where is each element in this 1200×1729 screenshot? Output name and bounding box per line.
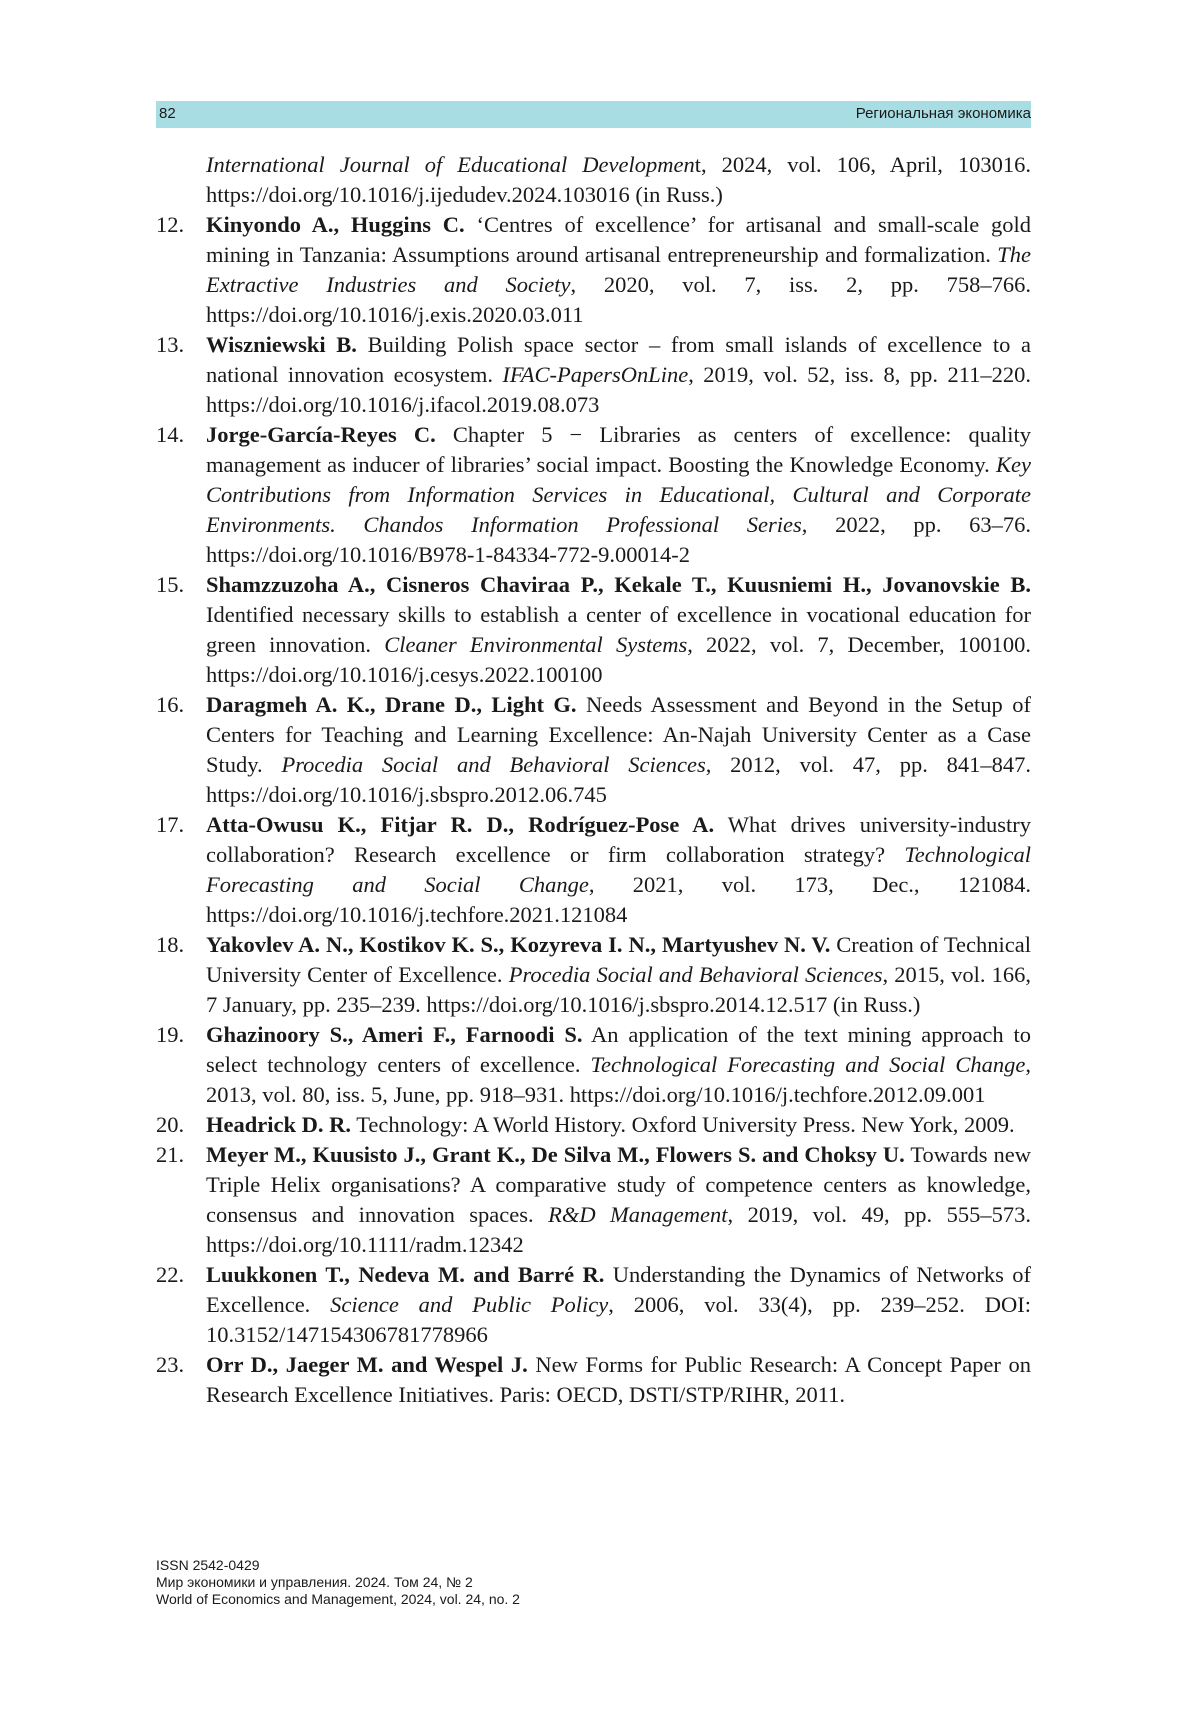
reference-details: , 2019, vol. 49, pp. 555–573. https://doi.org/10.1111/radm.12342 bbox=[206, 1202, 1031, 1257]
section-title: Региональная экономика bbox=[855, 105, 1031, 122]
reference-details: , 2022, pp. 63–76. https://doi.org/10.1016/B978-1-84334-772-9.00014-2 bbox=[206, 512, 1031, 567]
reference-item bbox=[156, 1350, 1031, 1410]
reference-number: 17. bbox=[156, 812, 185, 837]
reference-authors: Orr D., Jaeger M. and Wespel J. bbox=[206, 1352, 528, 1377]
page-number: 82 bbox=[159, 105, 176, 122]
footer-issn: ISSN 2542-0429 bbox=[156, 1557, 260, 1573]
reference-item bbox=[156, 690, 1031, 810]
reference-number: 16. bbox=[156, 692, 185, 717]
reference-item bbox=[156, 930, 1031, 1020]
footer-journal-ru: Мир экономики и управления. 2024. Том 24, № 2 bbox=[156, 1574, 473, 1590]
reference-item bbox=[156, 1140, 1031, 1260]
reference-authors: Headrick D. R. bbox=[206, 1112, 351, 1137]
reference-details: t, 2024, vol. 106, April, 103016. https://doi.org/10.1016/j.ijedudev.2024.103016 (in Russ.) bbox=[206, 152, 1031, 207]
reference-number: 19. bbox=[156, 1022, 185, 1047]
reference-number: 15. bbox=[156, 572, 185, 597]
reference-number: 20. bbox=[156, 1112, 185, 1137]
reference-text: Building Polish space sector – from small islands of excellence to a national innovation ecosystem. bbox=[206, 332, 1031, 387]
reference-text: Needs Assessment and Beyond in the Setup of Centers for Teaching and Learning Excellence: An-Najah University Center as a Case Study. bbox=[206, 692, 1031, 777]
reference-text: New Forms for Public Research: A Concept Paper on Research Excellence Initiatives. Paris: OECD, DSTI/STP/RIHR, 2011. bbox=[206, 1352, 1032, 1407]
reference-number: 12. bbox=[156, 212, 185, 237]
reference-details: , 2022, vol. 7, December, 100100. https://doi.org/10.1016/j.cesys.2022.100100 bbox=[206, 632, 1031, 687]
reference-authors: Atta-Owusu K., Fitjar R. D., Rodríguez-Pose A. bbox=[206, 812, 715, 837]
reference-details: , 2019, vol. 52, iss. 8, pp. 211–220. https://doi.org/10.1016/j.ifacol.2019.08.073 bbox=[206, 362, 1031, 417]
reference-authors: Ghazinoory S., Ameri F., Farnoodi S. bbox=[206, 1022, 583, 1047]
reference-details: , 2015, vol. 166, 7 January, pp. 235–239. https://doi.org/10.1016/j.sbspro.2014.12.517 (in Russ.) bbox=[206, 962, 1031, 1017]
reference-details: , 2006, vol. 33(4), pp. 239–252. DOI: 10.3152/147154306781778966 bbox=[206, 1292, 1031, 1347]
reference-source: IFAC-PapersOnLine bbox=[502, 362, 689, 387]
reference-text: ‘Centres of excellence’ for artisanal and small-scale gold mining in Tanzania: Assumptions around artisanal entrepreneurship and formalization. bbox=[206, 212, 1031, 267]
reference-details: , 2012, vol. 47, pp. 841–847. https://doi.org/10.1016/j.sbspro.2012.06.745 bbox=[206, 752, 1031, 807]
reference-text: What drives university-industry collaboration? Research excellence or firm collaboration strategy? bbox=[206, 812, 1032, 867]
running-header bbox=[156, 101, 1031, 128]
reference-authors: Luukkonen T., Nedeva M. and Barré R. bbox=[206, 1262, 605, 1287]
reference-number: 18. bbox=[156, 932, 185, 957]
footer-journal-en: World of Economics and Management, 2024, vol. 24, no. 2 bbox=[156, 1591, 520, 1607]
reference-authors: Shamzzuzoha A., Cisneros Chaviraa P., Kekale T., Kuusniemi H., Jovanovskie B. bbox=[206, 572, 1031, 597]
reference-authors: Daragmeh A. K., Drane D., Light G. bbox=[206, 692, 577, 717]
reference-source: Technological Forecasting and Social Change bbox=[206, 842, 1031, 897]
reference-text: Technology: A World History. Oxford University Press. New York, 2009. bbox=[351, 1112, 1015, 1137]
reference-item bbox=[156, 210, 1031, 330]
reference-source: The Extractive Industries and Society bbox=[206, 242, 1031, 297]
reference-number: 22. bbox=[156, 1262, 185, 1287]
reference-number: 13. bbox=[156, 332, 185, 357]
reference-item bbox=[156, 570, 1031, 690]
reference-source: Technological Forecasting and Social Change bbox=[590, 1052, 1026, 1077]
reference-number: 21. bbox=[156, 1142, 185, 1167]
reference-item bbox=[156, 1260, 1031, 1350]
reference-item bbox=[156, 420, 1031, 570]
reference-source: International Journal of Educational Developmen bbox=[206, 152, 695, 177]
page-footer bbox=[156, 1557, 520, 1608]
reference-text: Understanding the Dynamics of Networks of Excellence. bbox=[206, 1262, 1031, 1317]
reference-details: , 2020, vol. 7, iss. 2, pp. 758–766. https://doi.org/10.1016/j.exis.2020.03.011 bbox=[206, 272, 1031, 327]
reference-details: , 2021, vol. 173, Dec., 121084. https://doi.org/10.1016/j.techfore.2021.121084 bbox=[206, 872, 1031, 927]
reference-source: R&D Management bbox=[548, 1202, 728, 1227]
reference-number: 14. bbox=[156, 422, 185, 447]
reference-text: Towards new Triple Helix organisations? A comparative study of competence centers as knowledge, consensus and innovation spaces. bbox=[206, 1142, 1031, 1227]
reference-text: Identified necessary skills to establish a center of excellence in vocational education for green innovation. bbox=[206, 602, 1031, 657]
reference-source: Procedia Social and Behavioral Sciences bbox=[281, 752, 706, 777]
reference-source: Cleaner Environmental Systems bbox=[384, 632, 688, 657]
reference-text: Chapter 5 − Libraries as centers of excellence: quality management as inducer of libraries’ social impact. Boosting the Knowledge Economy. bbox=[206, 422, 1031, 477]
reference-item bbox=[156, 1110, 1031, 1140]
reference-item bbox=[156, 330, 1031, 420]
reference-authors: Jorge-García-Reyes C. bbox=[206, 422, 436, 447]
reference-authors: Wiszniewski B. bbox=[206, 332, 357, 357]
reference-authors: Meyer M., Kuusisto J., Grant K., De Silva M., Flowers S. and Choksy U. bbox=[206, 1142, 905, 1167]
reference-item bbox=[156, 1020, 1031, 1110]
reference-source: Science and Public Policy bbox=[330, 1292, 609, 1317]
reference-item bbox=[156, 810, 1031, 930]
reference-details: , 2013, vol. 80, iss. 5, June, pp. 918–931. https://doi.org/10.1016/j.techfore.2012.09.001 bbox=[206, 1052, 1031, 1107]
reference-text: Creation of Technical University Center of Excellence. bbox=[206, 932, 1032, 987]
reference-text: An application of the text mining approach to select technology centers of excellence. bbox=[206, 1022, 1031, 1077]
reference-number: 23. bbox=[156, 1352, 185, 1377]
reference-list bbox=[156, 150, 1031, 1410]
reference-source: Procedia Social and Behavioral Sciences bbox=[508, 962, 883, 987]
reference-authors: Yakovlev A. N., Kostikov K. S., Kozyreva I. N., Martyushev N. V. bbox=[206, 932, 831, 957]
reference-item bbox=[156, 150, 1031, 210]
reference-source: Key Contributions from Information Services in Educational, Cultural and Corporate Environments. Chandos Information Professional Series bbox=[206, 452, 1031, 537]
reference-authors: Kinyondo A., Huggins C. bbox=[206, 212, 465, 237]
